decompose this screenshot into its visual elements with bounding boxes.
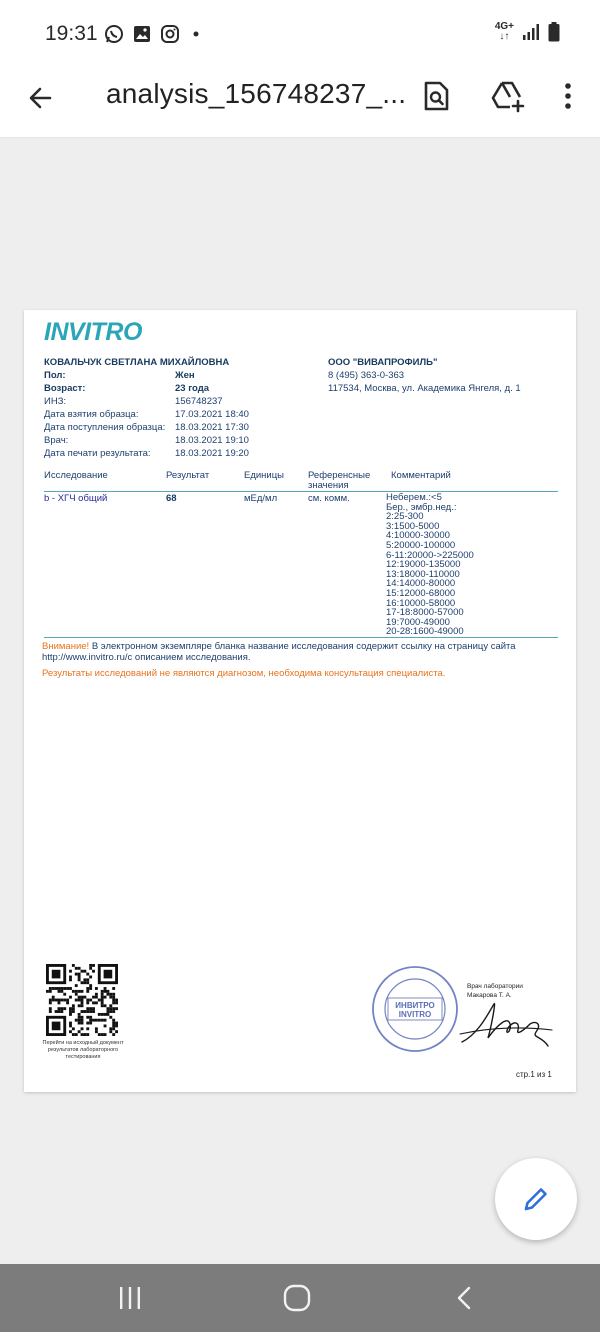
stamp-text-ru: ИНВИТРО — [395, 1001, 435, 1010]
col-header-reference-values: значения — [308, 480, 349, 491]
add-to-drive-button[interactable] — [488, 74, 528, 118]
sample-taken-label: Дата взятия образца: — [44, 409, 139, 420]
document-page — [24, 310, 576, 1092]
patient-name: КОВАЛЬЧУК СВЕТЛАНА МИХАЙЛОВНА — [44, 357, 230, 368]
qr-caption: Перейти на исходный документ результатов лабораторного тестирования — [42, 1040, 124, 1060]
find-in-page-icon — [416, 74, 456, 118]
chevron-left-icon — [452, 1285, 478, 1311]
test-name-link[interactable]: b - ХГЧ общий — [44, 493, 108, 504]
arrow-back-icon — [22, 76, 62, 120]
find-in-document-button[interactable] — [416, 74, 456, 118]
network-indicator — [495, 22, 514, 42]
status-bar — [0, 0, 600, 68]
qr-code[interactable] — [46, 964, 118, 1036]
recent-apps-button[interactable] — [110, 1282, 150, 1314]
reference-line: 5:20000-100000 — [386, 539, 456, 551]
org-phone: 8 (495) 363-0-363 — [328, 370, 405, 381]
instagram-icon — [160, 24, 180, 44]
more-vert-icon — [550, 74, 590, 118]
sample-taken-value: 17.03.2021 18:40 — [175, 409, 249, 420]
signal-icon — [522, 23, 540, 41]
status-time: 19:31 — [45, 22, 98, 45]
recent-apps-icon — [117, 1285, 143, 1311]
home-button[interactable] — [277, 1282, 317, 1314]
pencil-icon — [521, 1184, 551, 1214]
reference-line: 14:14000-80000 — [386, 578, 456, 590]
age-value: 23 года — [175, 383, 210, 394]
page-number: стр.1 из 1 — [516, 1070, 552, 1079]
test-reference: см. комм. — [308, 493, 350, 504]
sample-received-label: Дата поступления образца: — [44, 422, 166, 433]
invitro-logo: INVITRO — [44, 318, 142, 346]
app-bar — [0, 68, 600, 138]
org-address: 117534, Москва, ул. Академика Янгеля, д. 1 — [328, 383, 521, 394]
inz-value: 156748237 — [175, 396, 223, 407]
reference-comment-list — [386, 493, 474, 637]
system-nav-bar — [0, 1264, 600, 1332]
col-header-comment: Комментарий — [391, 470, 451, 481]
notification-dot-icon — [188, 24, 208, 44]
sex-value: Жен — [175, 370, 195, 381]
network-arrows: ↓↑ — [499, 31, 510, 42]
gallery-icon — [132, 24, 152, 44]
reference-line: 2:25-300 — [386, 511, 424, 523]
reference-line: 19:7000-49000 — [386, 616, 450, 628]
sample-received-value: 18.03.2021 17:30 — [175, 422, 249, 433]
table-header-divider — [44, 491, 558, 492]
disclaimer-text: Результаты исследований не являются диагнозом, необходима консультация специалиста. — [42, 668, 446, 679]
print-date-label: Дата печати результата: — [44, 448, 151, 459]
lab-stamp — [370, 964, 460, 1054]
doctor-value: 18.03.2021 19:10 — [175, 435, 249, 446]
reference-line: 13:18000-110000 — [386, 568, 460, 580]
reference-line: 20-28:1600-49000 — [386, 626, 464, 638]
reference-line: 17-18:8000-57000 — [386, 607, 464, 619]
doctor-label: Врач: — [44, 435, 69, 446]
nav-back-button[interactable] — [445, 1282, 485, 1314]
battery-icon — [548, 22, 560, 42]
add-to-drive-icon — [488, 74, 528, 118]
signature — [458, 994, 558, 1054]
whatsapp-icon — [104, 24, 124, 44]
more-options-button[interactable] — [550, 74, 590, 118]
inz-label: ИНЗ: — [44, 396, 67, 407]
test-units: мЕд/мл — [244, 493, 278, 504]
col-header-reference: Референсные — [308, 470, 371, 481]
print-date-value: 18.03.2021 19:20 — [175, 448, 249, 459]
network-type: 4G+ — [494, 21, 514, 32]
signer-role: Врач лаборатории — [467, 983, 523, 990]
table-bottom-divider — [44, 637, 558, 638]
document-title: analysis_156748237_... — [106, 78, 407, 109]
reference-line: 3:1500-5000 — [386, 520, 440, 532]
reference-line: 6-11:20000->225000 — [386, 549, 474, 561]
signer-name: Макарова Т. А. — [467, 992, 512, 999]
col-header-test: Исследование — [44, 470, 108, 481]
reference-line: Неберем.:<5 — [386, 492, 442, 503]
age-label: Возраст: — [44, 383, 86, 394]
org-name: ООО "ВИВАПРОФИЛЬ" — [328, 357, 438, 368]
reference-line: 12:19000-135000 — [386, 559, 461, 571]
home-icon — [282, 1283, 312, 1313]
attention-text: В электронном экземпляре бланка название исследования содержит ссылку на страницу сайта — [89, 641, 516, 652]
sex-label: Пол: — [44, 370, 66, 381]
site-link-text[interactable]: http://www.invitro.ru/с описанием исследования. — [42, 652, 251, 663]
test-result: 68 — [166, 493, 177, 504]
attention-notice — [42, 641, 516, 652]
col-header-result: Результат — [166, 470, 210, 481]
reference-line: 16:10000-58000 — [386, 597, 456, 609]
reference-line: 4:10000-30000 — [386, 530, 450, 542]
col-header-units: Единицы — [244, 470, 285, 481]
reference-line: Бер., эмбр.нед.: — [386, 501, 457, 513]
stamp-text-en: INVITRO — [398, 1010, 432, 1019]
edit-fab-button[interactable] — [495, 1158, 577, 1240]
attention-label: Внимание! — [42, 641, 90, 652]
back-button[interactable] — [22, 76, 62, 120]
reference-line: 15:12000-68000 — [386, 587, 456, 599]
